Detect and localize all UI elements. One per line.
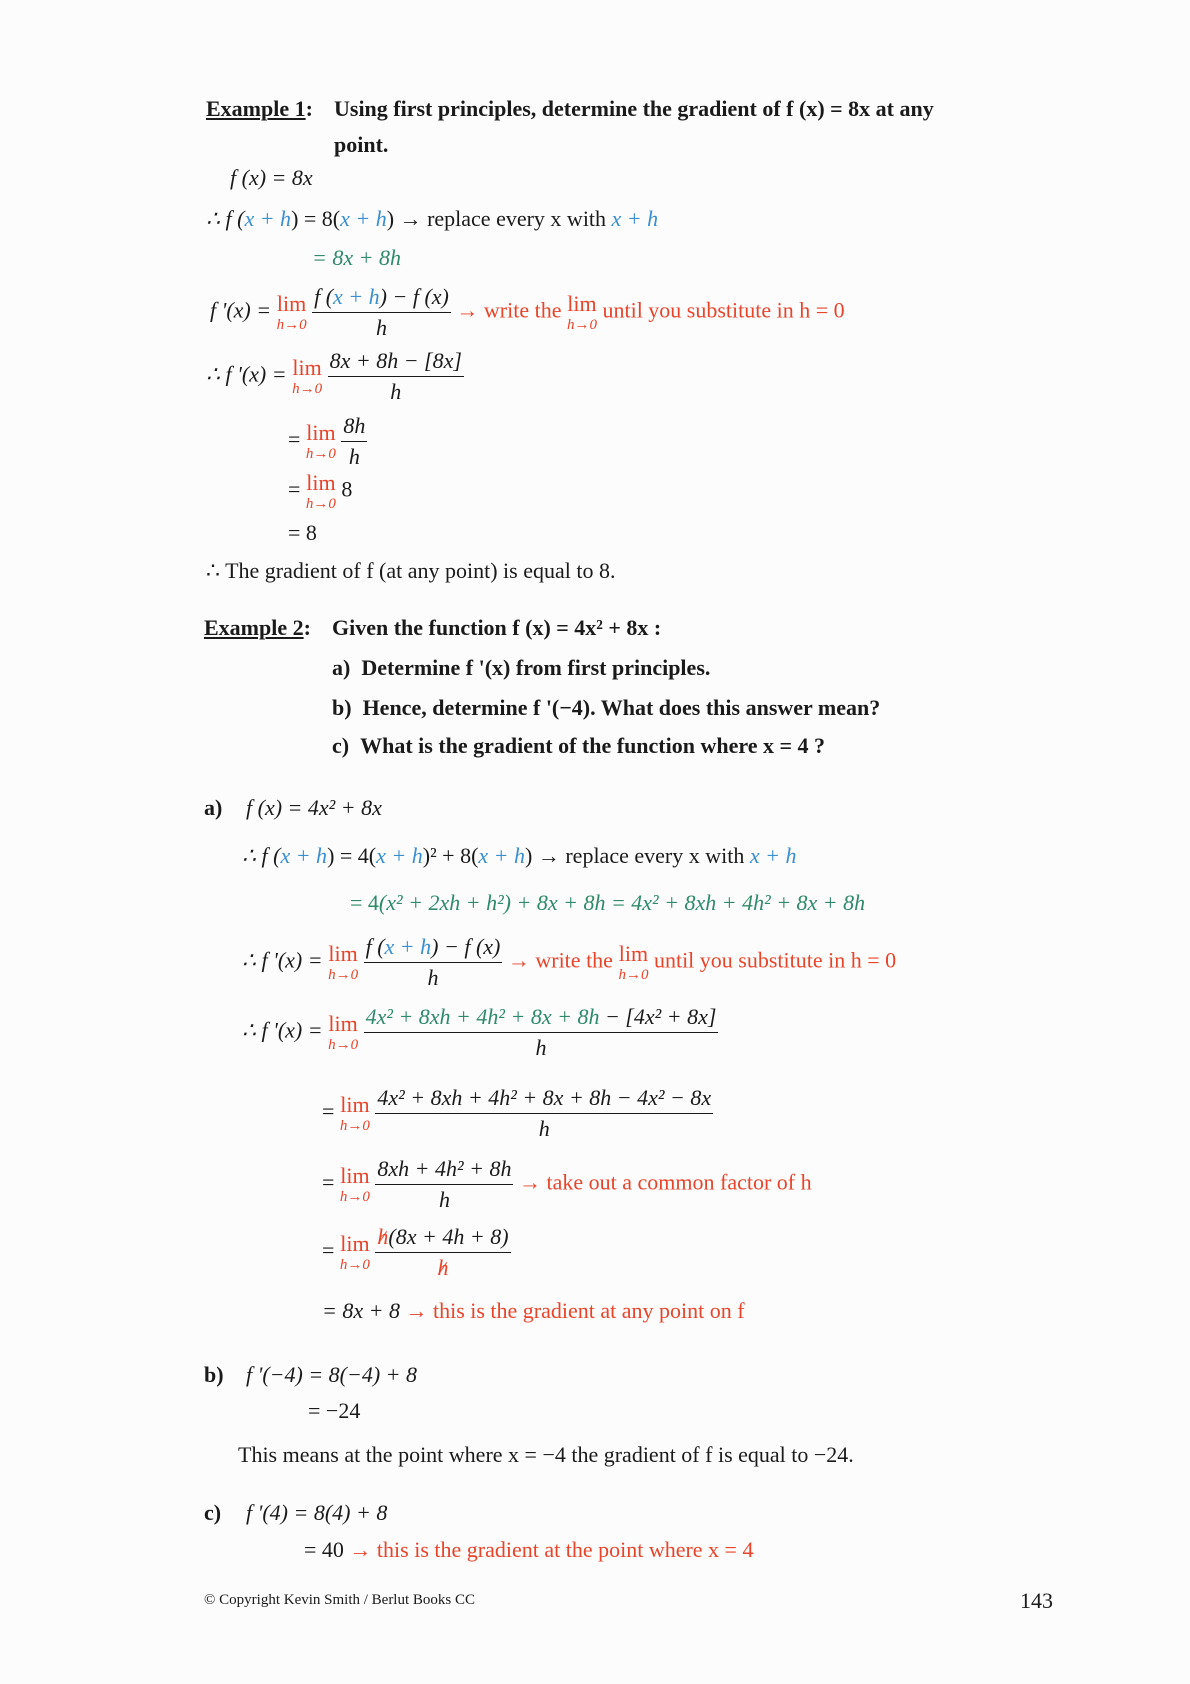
example2-given: Given the function f (x) = 4x² + 8x : (332, 615, 662, 640)
page-number: 143 (1020, 1588, 1053, 1613)
solution-b-letter: b) (204, 1362, 224, 1387)
limit-symbol: lim h→0 (276, 291, 307, 333)
example1-label: Example 1 (206, 96, 306, 121)
example1-question-line1: Using first principles, determine the gradient of f (x) = 8x at any (334, 96, 934, 121)
sol-c-line2: = 40 → this is the gradient at the point where x = 4 (304, 1537, 754, 1562)
example2-heading: Example 2: (204, 615, 311, 640)
sol-b-line2: = −24 (308, 1398, 361, 1423)
sol-c-line1: f '(4) = 8(4) + 8 (246, 1500, 388, 1525)
sol-b-meaning: This means at the point where x = −4 the gradient of f is equal to −24. (238, 1442, 854, 1467)
sol-a-result: = 8x + 8 → this is the gradient at any point on f (322, 1298, 745, 1323)
example1-question-line2: point. (334, 132, 389, 157)
example2-label: Example 2 (204, 615, 304, 640)
copyright: © Copyright Kevin Smith / Berlut Books CC (204, 1592, 475, 1608)
sol-a-line-fx: f (x) = 4x² + 8x (246, 795, 382, 820)
sol-a-note-factor: → take out a common factor of h (518, 1169, 812, 1195)
sol-a-line-expanded: = 4(x² + 2xh + h²) + 8x + 8h = 4x² + 8xh + 4h² + 8x + 8h (350, 890, 866, 915)
example1-heading: Example 1: (206, 96, 313, 121)
ex1-line-simplify: = lim h→0 $\frac{8h}{h}$ (288, 413, 366, 469)
sol-a-line-simplified: = lim h→0 $\frac{\text{8xh + 4h² + 8h}}{h}$ → take out a common factor of h (322, 1156, 812, 1212)
ex1-line-expanded: = 8x + 8h (312, 245, 401, 270)
ex1-line-fx: f (x) = 8x (230, 165, 313, 190)
sol-a-line-derivative-def: ∴ f '(x) = lim h→0 $\frac{f (x + h) - f (x)}{h}$ → write the lim h→0 until you substitute in h = 0 (242, 934, 897, 990)
example2-part-c: c) What is the gradient of the function where x = 4 ? (332, 733, 826, 758)
example2-part-a: a) Determine f '(x) from first principles. (332, 655, 711, 680)
sol-a-line-expand-bracket: = lim h→0 $\frac{\text{4x² + 8xh + 4h² + 8x + 8h − 4x² − 8x}}{h}$ (322, 1085, 712, 1141)
sol-b-line1: f '(−4) = 8(−4) + 8 (246, 1362, 418, 1387)
ex1-conclusion: ∴ The gradient of f (at any point) is equal to 8. (206, 558, 616, 583)
sol-a-line-substitute: ∴ f '(x) = lim h→0 $\frac{\text{4x² + 8xh + 4h² + 8x + 8h − [4x² + 8x]}}{h}$ (242, 1004, 717, 1060)
cancelled-h-denominator: h (437, 1255, 449, 1280)
ex1-line-derivative-def: f '(x) = lim h→0 $\frac{f (x + h) - f (x)}{h}$ → write the lim h→0 until you substitute in h = 0 (210, 284, 845, 340)
ex1-line-limit-8: = lim h→0 8 (288, 470, 353, 512)
ex1-note-limit: → write the (456, 297, 562, 323)
solution-c-letter: c) (204, 1500, 222, 1525)
sol-a-line-factorised: = lim h→0 $\frac{h(8x + 4h + 8)}{h}$ (322, 1224, 509, 1280)
example2-part-b: b) Hence, determine f '(−4). What does this answer mean? (332, 695, 881, 720)
cancelled-h-numerator: h (377, 1224, 389, 1249)
ex1-line-result: = 8 (288, 520, 317, 545)
solution-a-letter: a) (204, 795, 223, 820)
ex1-line-fxh: ∴ f (x + h) = 8(x + h) → replace every x with x + h (206, 206, 659, 231)
sol-a-line-fxh: ∴ f (x + h) = 4(x + h)² + 8(x + h) → replace every x with x + h (242, 843, 797, 868)
ex1-line-substitute: ∴ f '(x) = lim h→0 $\frac{8x + 8h - [8x]}{h}$ (206, 348, 462, 404)
